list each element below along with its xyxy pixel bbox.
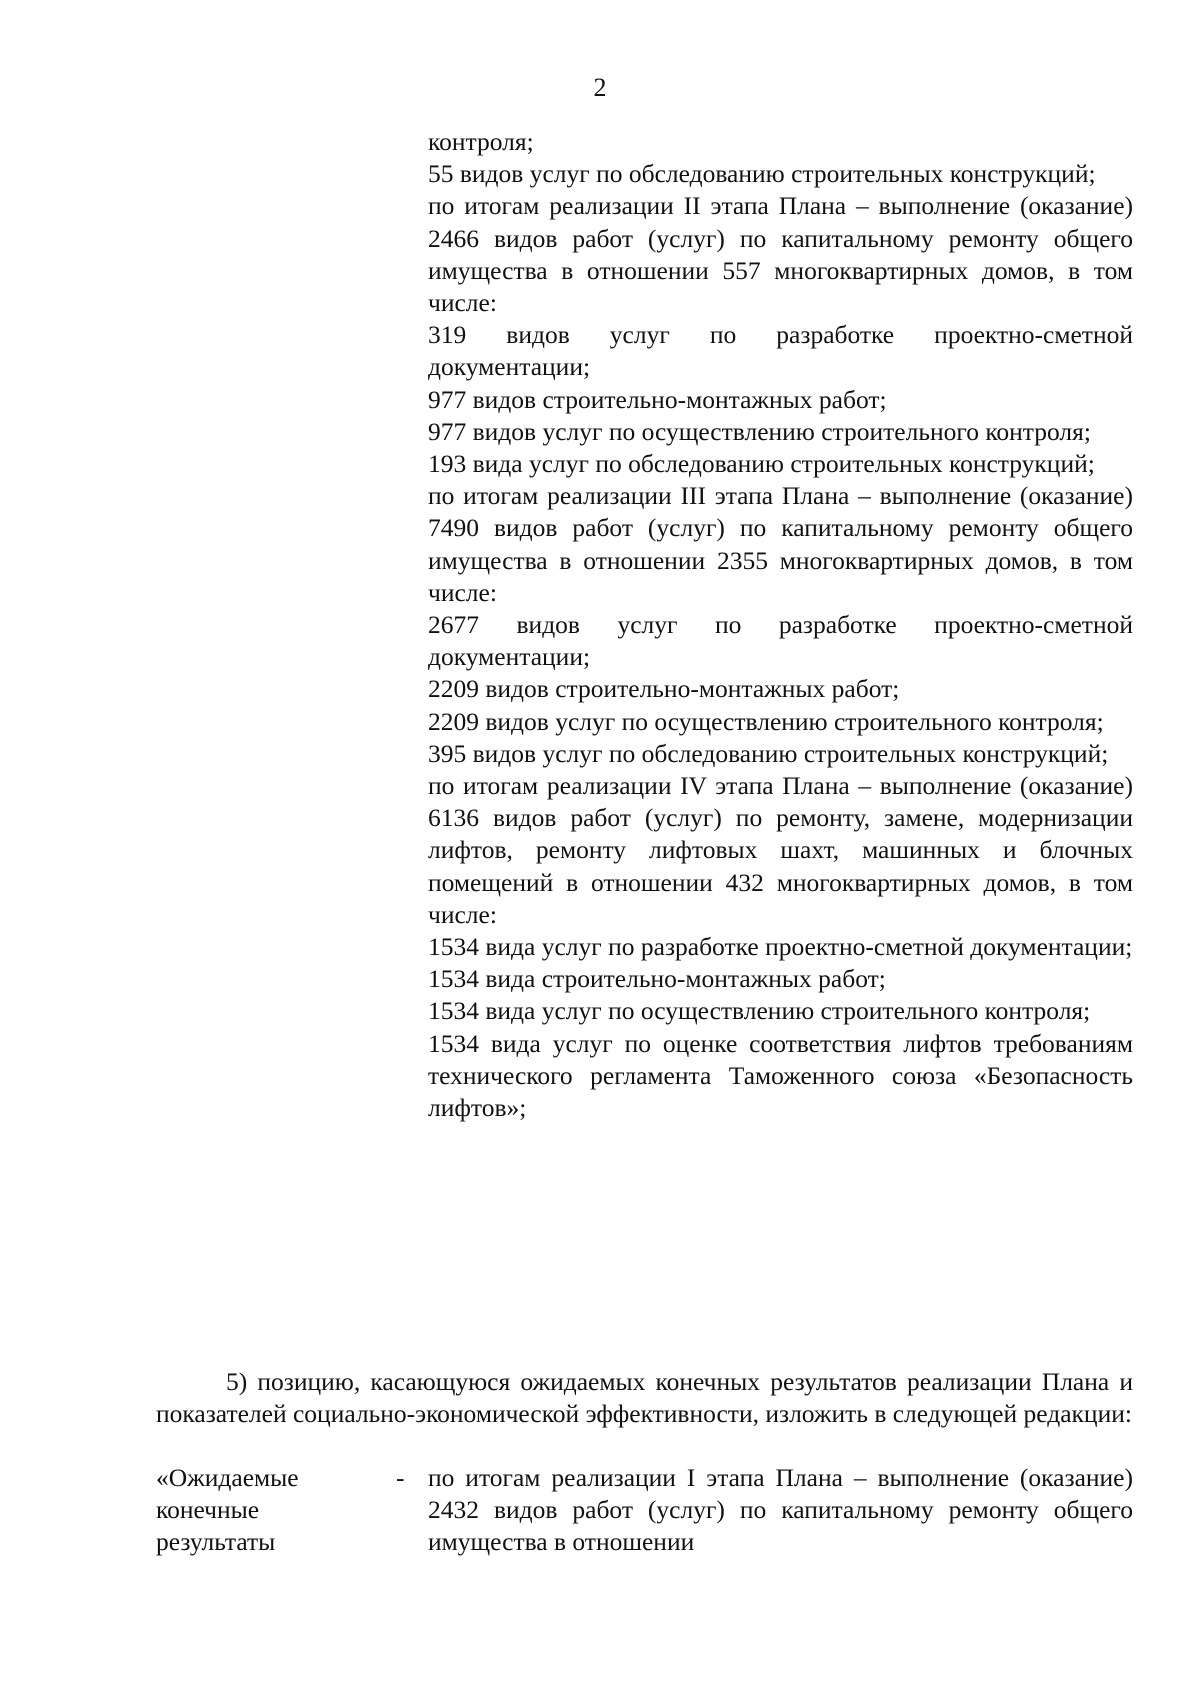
row-value: по итогам реализации I этапа Плана – выполнение (оказание) 2432 видов работ (услуг) по капитальному ремонту общего имущества в отношении xyxy=(428,1463,1133,1557)
paragraph: 977 видов услуг по осуществлению строительного контроля; xyxy=(428,416,1091,446)
paragraph: 395 видов услуг по обследованию строительных конструкций; xyxy=(428,738,1109,768)
paragraph: контроля; xyxy=(428,127,534,156)
paragraph: 2209 видов услуг по осуществлению строительного контроля; xyxy=(428,706,1104,736)
paragraph: 55 видов услуг по обследованию строительных конструкций; xyxy=(428,159,1096,189)
row-dash: - xyxy=(396,1463,405,1492)
row-label-line: конечные xyxy=(156,1495,260,1525)
paragraph: 1534 вида услуг по оценке соответствия лифтов требованиям технического регламента Таможенного союза «Безопасность лифтов»; xyxy=(428,1028,1133,1123)
item-5-paragraph: 5) позицию, касающуюся ожидаемых конечных результатов реализации Плана и показателей социально-экономической эффективности, изложить в следующей редакции: xyxy=(156,1367,1133,1429)
row-label-line: «Ожидаемые xyxy=(156,1463,299,1492)
paragraph: 1534 вида услуг по разработке проектно-сметной документации; xyxy=(428,932,1133,962)
paragraph: 2677 видов услуг по разработке проектно-сметной документации; xyxy=(428,610,1133,672)
paragraph: по итогам реализации IV этапа Плана – выполнение (оказание) 6136 видов работ (услуг) по ремонту, замене, модернизации лифтов, ремонту лифтовых шахт, машинных и блочных помещений в отношении 432 многоквартирных домов, в том числе: xyxy=(428,771,1133,929)
paragraph: 1534 вида услуг по осуществлению строительного контроля; xyxy=(428,996,1091,1026)
paragraph: по итогам реализации III этапа Плана – выполнение (оказание) 7490 видов работ (услуг) по капитальному ремонту общего имущества в отношении 2355 многоквартирных домов, в том числе: xyxy=(428,481,1133,607)
row-label-line: результаты xyxy=(156,1527,276,1557)
paragraph: 319 видов услуг по разработке проектно-сметной документации; xyxy=(428,320,1133,382)
page-number: 2 xyxy=(593,73,607,102)
paragraph: по итогам реализации II этапа Плана – выполнение (оказание) 2466 видов работ (услуг) по капитальному ремонту общего имущества в отношении 557 многоквартирных домов, в том числе: xyxy=(428,191,1133,318)
results-list xyxy=(428,126,1133,1124)
paragraph: 977 видов строительно-монтажных работ; xyxy=(428,384,887,414)
paragraph: 1534 вида строительно-монтажных работ; xyxy=(428,964,886,994)
row-label xyxy=(156,1462,376,1559)
paragraph: 2209 видов строительно-монтажных работ; xyxy=(428,674,900,704)
paragraph: 193 вида услуг по обследованию строительных конструкций; xyxy=(428,449,1095,479)
